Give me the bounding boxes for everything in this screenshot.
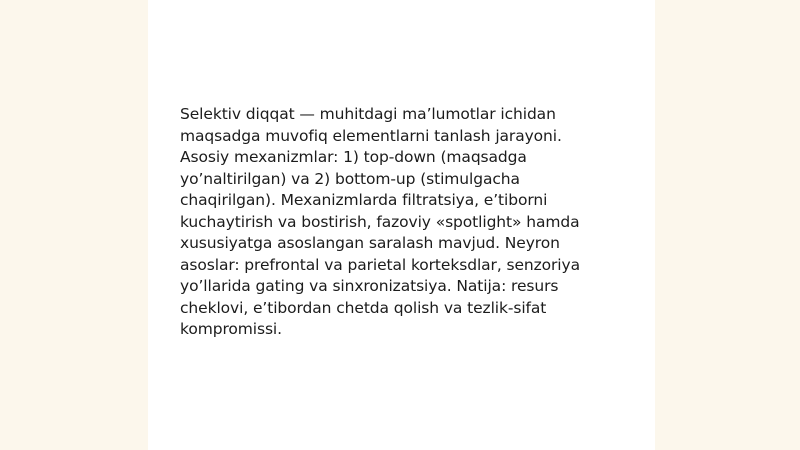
paragraph-line: kompromissi. <box>180 320 282 338</box>
paragraph-line: chaqirilgan). Mexanizmlarda filtratsiya, e’tiborni <box>180 191 548 209</box>
paragraph-line: cheklovi, e’tibordan chetda qolish va tezlik-sifat <box>180 298 547 317</box>
paragraph-line: kuchaytirish va bostirish, fazoviy «spotlight» hamda <box>180 212 580 231</box>
paragraph-line: Asosiy mexanizmlar: 1) top-down (maqsadga <box>180 148 527 166</box>
paragraph-line: asoslar: prefrontal va parietal korteksdlar, senzoriya <box>180 255 580 274</box>
paragraph-line: Selektiv diqqat — muhitdagi ma’lumotlar ichidan <box>180 105 556 123</box>
document-paragraph <box>180 104 620 341</box>
document-page <box>148 0 655 450</box>
paragraph-line: maqsadga muvofiq elementlarni tanlash jarayoni. <box>180 126 562 145</box>
paragraph-line: yo’llarida gating va sinxronizatsiya. Natija: resurs <box>180 277 559 295</box>
paragraph-line: yo’naltirilgan) va 2) bottom-up (stimulgacha <box>180 169 520 188</box>
paragraph-line: xususiyatga asoslangan saralash mavjud. Neyron <box>180 234 560 252</box>
